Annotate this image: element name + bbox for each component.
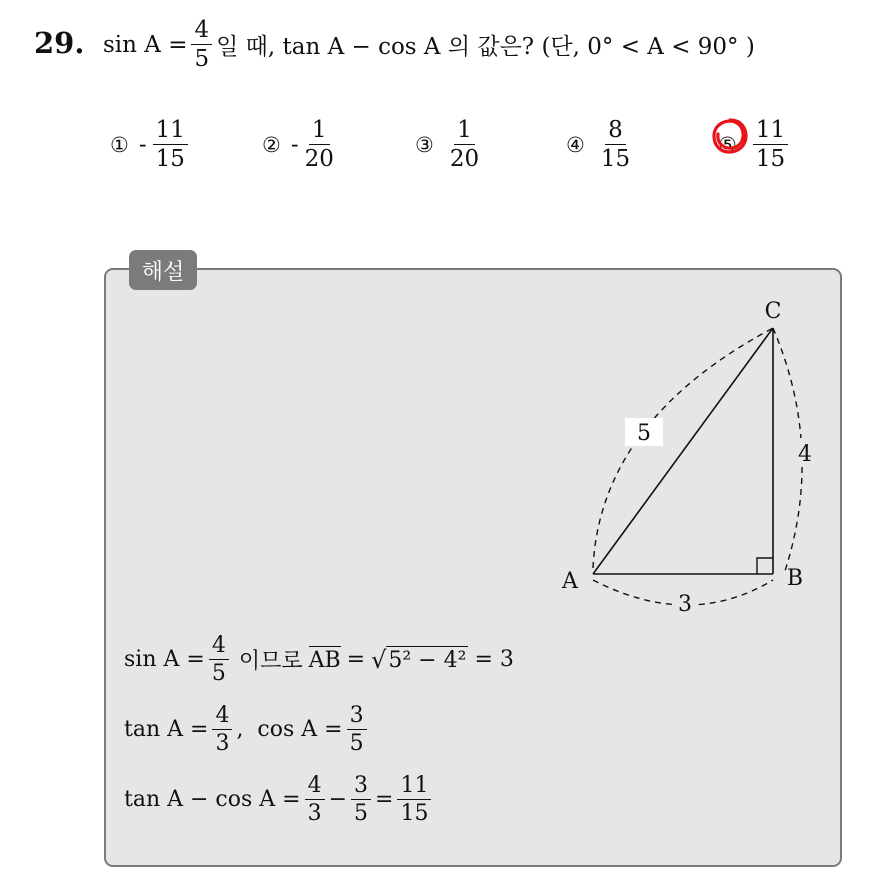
- choice-3-denominator: 20: [449, 146, 480, 173]
- choice-1-sign: -: [138, 131, 147, 158]
- choice-1-numerator: 11: [153, 118, 188, 145]
- choice-1-denominator: 15: [155, 146, 185, 173]
- line1-denominator: 5: [211, 661, 226, 687]
- vertex-c-label: C: [764, 299, 782, 324]
- choice-2-numerator: 1: [309, 118, 330, 145]
- line2-numerator-2: 3: [347, 704, 367, 730]
- base-side-label: 3: [678, 592, 692, 617]
- line1-eq: =: [346, 647, 366, 673]
- choice-5-numerator: 11: [753, 118, 788, 145]
- side-ac: [593, 328, 773, 574]
- line1-result: = 3: [474, 647, 514, 673]
- line3-numerator-1: 4: [305, 774, 325, 800]
- choice-3-mark: ③: [415, 132, 434, 157]
- line1-numerator: 4: [209, 634, 229, 660]
- line3-numerator-2: 3: [351, 774, 371, 800]
- choice-5-denominator: 15: [755, 146, 786, 173]
- line3-op: −: [328, 787, 348, 813]
- line3-fraction-3: [397, 774, 431, 825]
- vertex-b-label: B: [786, 566, 804, 591]
- choice-4-denominator: 15: [600, 146, 631, 173]
- line3-denominator-1: 3: [307, 801, 322, 827]
- line3-fraction-1: [305, 774, 325, 825]
- choice-2-denominator: 20: [304, 146, 334, 173]
- radicand: 5² − 4²: [388, 647, 467, 673]
- line2-lhs: tan A =: [124, 717, 209, 743]
- question-number: 29.: [34, 26, 85, 60]
- vertical-side-label: 4: [798, 442, 812, 467]
- question-prefix: sin A =: [103, 31, 188, 58]
- given-numerator: 4: [191, 18, 212, 45]
- solution-line-1: [124, 634, 514, 685]
- choice-4-numerator: 8: [605, 118, 626, 145]
- choice-5-mark: ⑤: [718, 132, 737, 157]
- radical-sign-icon: √: [371, 645, 387, 674]
- hypotenuse-label: 5: [637, 421, 651, 446]
- choice-1-mark: ①: [110, 132, 129, 157]
- segment-ab: AB: [308, 648, 341, 674]
- line3-fraction-2: [351, 774, 371, 825]
- line3-eq: =: [375, 787, 394, 813]
- question-middle: 일 때, tan A − cos A 의 값은? (단, 0° < A < 90° ): [216, 34, 755, 61]
- choice-4-mark: ④: [566, 132, 585, 157]
- solution-line-3: [124, 774, 435, 825]
- solution-line-2: [124, 704, 371, 755]
- choice-3-numerator: 1: [454, 118, 475, 145]
- line1-lhs: sin A =: [124, 647, 205, 673]
- square-root: [371, 646, 468, 674]
- line2-fraction-1: [212, 704, 232, 755]
- line3-lhs: tan A − cos A =: [124, 787, 301, 813]
- explanation-tag: 해설: [129, 250, 197, 290]
- line2-fraction-2: [347, 704, 367, 755]
- line2-denominator-1: 3: [215, 731, 230, 757]
- line3-numerator-3: 11: [397, 774, 431, 800]
- line3-denominator-3: 15: [400, 801, 429, 827]
- choice-2-mark: ②: [262, 132, 281, 157]
- line2-sep: , cos A =: [236, 717, 343, 743]
- line3-denominator-2: 5: [354, 801, 369, 827]
- line1-fraction: [209, 634, 229, 685]
- given-denominator: 5: [194, 46, 210, 73]
- line1-text: 이므로: [238, 649, 303, 675]
- line2-numerator-1: 4: [212, 704, 232, 730]
- line2-denominator-2: 5: [349, 731, 364, 757]
- vertex-a-label: A: [562, 569, 578, 594]
- right-angle-icon: [757, 558, 773, 574]
- choice-2-sign: -: [290, 131, 299, 158]
